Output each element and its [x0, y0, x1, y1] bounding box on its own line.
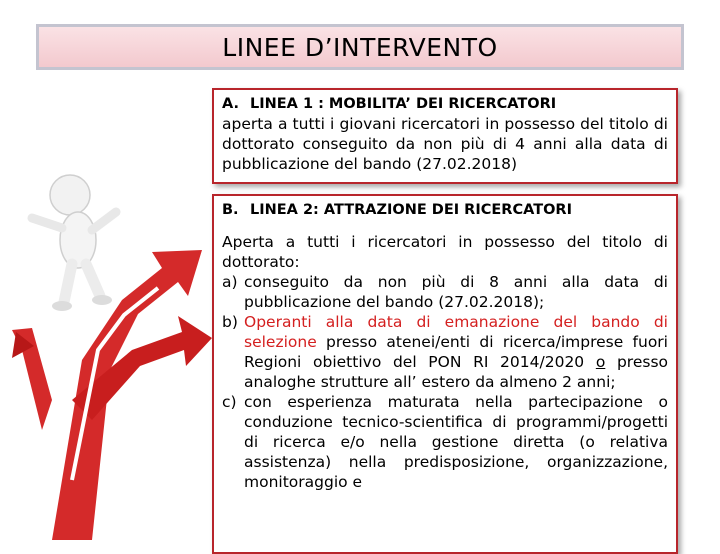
- item-a-text: conseguito da non più di 8 anni alla data di pubblicazione del bando (27.02.2018);: [244, 273, 668, 311]
- line-b-letter: B.: [222, 202, 239, 218]
- list-marker: c): [222, 393, 237, 411]
- list-item: [222, 312, 668, 392]
- item-b-tail: presso analoghe strutture all’ estero da almeno 2 anni;: [244, 353, 669, 391]
- requirements-list: [222, 272, 668, 492]
- person-figure: [32, 175, 116, 311]
- line-b-title: LINEA 2: ATTRAZIONE DEI RICERCATORI: [250, 202, 572, 218]
- line-a-title: LINEA 1 : MOBILITA’ DEI RICERCATORI: [250, 96, 557, 112]
- line-b-intro: Aperta a tutti i ricercatori in possesso del titolo di dottorato:: [222, 233, 668, 271]
- line-b-heading: [222, 200, 668, 220]
- line-a-body: aperta a tutti i giovani ricercatori in possesso del titolo di dottorato conseguito da non più di 4 anni alla data di pubblicazione del bando (27.02.2018): [222, 115, 668, 173]
- person-arrows-illustration: [12, 100, 212, 540]
- line-a-letter: A.: [222, 96, 239, 112]
- item-b-text: presso atenei/enti di ricerca/imprese fuori Regioni obiettivo del PON RI 2014/2020: [244, 333, 668, 371]
- title-bar: [36, 24, 684, 70]
- list-item: [222, 392, 668, 492]
- line-a-box: [212, 88, 678, 184]
- list-marker: a): [222, 273, 238, 291]
- line-b-box: [212, 194, 678, 554]
- item-b-highlight: Operanti alla data di emanazione del bando di selezione: [244, 313, 668, 351]
- list-marker: b): [222, 313, 238, 331]
- page-title: LINEE D’INTERVENTO: [222, 32, 498, 62]
- item-b-underlined: o: [595, 353, 606, 371]
- list-item: [222, 272, 668, 312]
- item-c-text: con esperienza maturata nella partecipazione o conduzione tecnico-scientifica di programmi/progetti di ricerca e/o nella gestione diretta (o relativa assistenza) nella predisposizione, organizzazione, monitoraggio e: [244, 393, 668, 491]
- arrows-graphic: [12, 250, 212, 540]
- line-a-heading: [222, 94, 668, 114]
